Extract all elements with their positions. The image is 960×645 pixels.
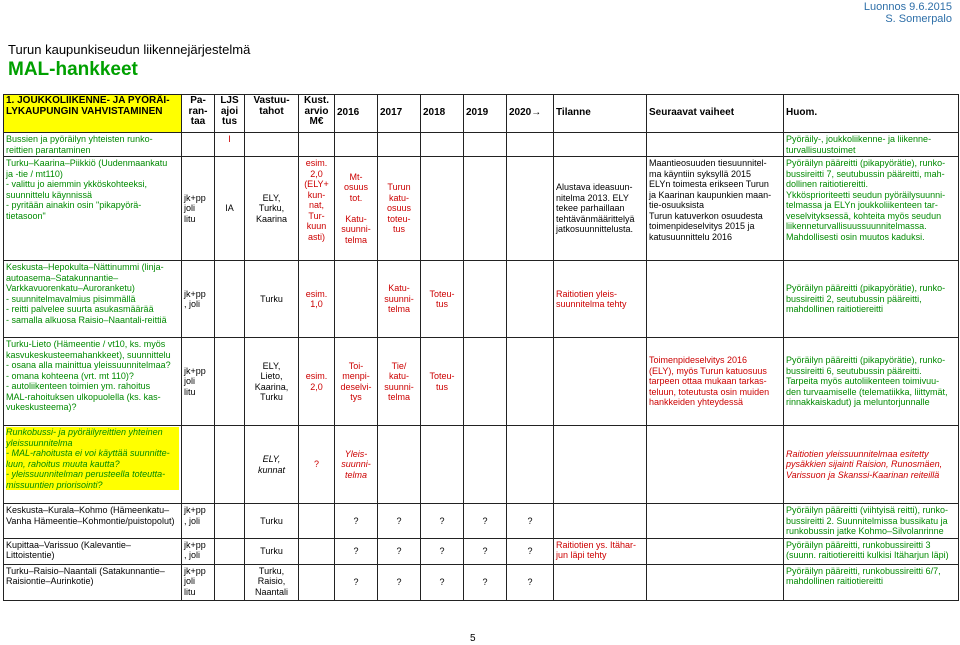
section-row-huom: Pyöräily-, joukkoliikenne- ja liikenne- turvallisuustoimet: [784, 133, 959, 157]
row-4-parantaa: jk+pp , joli: [182, 504, 215, 539]
row-1-line-3: - samalla alkuosa Raisio–Naantali-reittiä: [6, 314, 167, 325]
row-2-huom: Pyöräilyn pääreitti (pikapyörätie), runko- bussireitti 6, seutubussin pääreitti. Tarpeita myös autoliikenteen toimivuu- den turvaamiselle (telematiikka, liittymät, rinnakkaiskadut) ja meluntorjunnalle: [784, 338, 959, 426]
row-2-2016: Toi- menpi- deselvi- tys: [335, 338, 378, 426]
row-0-kustannus: esim. 2,0 (ELY+ kun- nat, Tur- kuun asti): [299, 157, 335, 261]
row-2-line-3: - autoliikenteen toimien ym. rahoitus MAL-rahoituksen ulkopuolella (ks. kas- vukeskusteema)?: [6, 381, 161, 412]
row-3-line-0: Runkobussi- ja pyöräilyreittien yhteinen yleissuunnitelma: [6, 427, 179, 448]
row-0-line-1: - valittu jo aiemmin ykköskohteeksi, suunnittelu käynnissä: [6, 179, 148, 200]
col-header-2019: 2019: [464, 95, 507, 133]
row-5-2019: ?: [464, 538, 507, 564]
row-2-line-2: - omana kohteena (vrt. mt 110)?: [6, 370, 134, 381]
table-row-0-description: [4, 157, 182, 261]
row-6-line-0: Turku–Raisio–Naantali (Satakunnantie– Raisiontie–Aurinkotie): [6, 565, 165, 586]
row-0-ljs: IA: [215, 157, 245, 261]
row-4-huom: Pyöräilyn pääreitti (viihtyisä reitti), runko- bussireitti 2. Suunnitelmissa bussikatu ja runkobussin jatke Kohmo–Silvolanrinne: [784, 504, 959, 539]
row-5-2020: ?: [507, 538, 554, 564]
row-0-line-0: Turku–Kaarina–Piikkiö (Uudenmaankatu ja -tie / mt110): [6, 158, 168, 179]
col-header-huom: Huom.: [784, 95, 959, 133]
row-5-tilanne: Raitiotien ys. Itähar- jun läpi tehty: [554, 538, 647, 564]
table-row-5-description: [4, 538, 182, 564]
row-0-2018: [421, 157, 464, 261]
row-5-2016: ?: [335, 538, 378, 564]
row-3-kustannus: ?: [299, 426, 335, 504]
row-0-vastuutahot: ELY, Turku, Kaarina: [245, 157, 299, 261]
table-row-4-description: [4, 504, 182, 539]
section-row-ljs: I: [215, 133, 245, 157]
row-3-2016: Yleis- suunni- telma: [335, 426, 378, 504]
row-5-2017: ?: [378, 538, 421, 564]
row-2-line-1: - osana alla mainittua yleissuunnitelmaa?: [6, 360, 171, 370]
section-header-title: 1. JOUKKOLIIKENNE- JA PYÖRÄI- LYKAUPUNGIN VAHVISTAMINEN: [4, 95, 182, 133]
table-row-6-description: [4, 564, 182, 600]
mal-projects-table: [3, 94, 959, 601]
row-0-tilanne: Alustava ideasuun- nitelma 2013. ELY tekee parhaillaan tehtävänmäärittelyä jatkosuunnittelusta.: [554, 157, 647, 261]
row-1-parantaa: jk+pp , joli: [182, 261, 215, 338]
row-0-2016: Mt- osuus tot. Katu- suunni- telma: [335, 157, 378, 261]
table-row-2-description: [4, 338, 182, 426]
row-4-line-0: Keskusta–Kurala–Kohmo (Hämeenkatu– Vanha Hämeentie–Kohmontie/puistopolut): [6, 505, 175, 526]
row-1-line-2: - reitti palvelee suurta asukasmäärää: [6, 304, 154, 314]
row-4-2020: ?: [507, 504, 554, 539]
row-6-parantaa: jk+pp joli litu: [182, 564, 215, 600]
row-6-2017: ?: [378, 564, 421, 600]
row-1-vastuutahot: Turku: [245, 261, 299, 338]
row-0-2017: Turun katu- osuus toteu- tus: [378, 157, 421, 261]
col-header-ljs: LJS ajoi tus: [215, 95, 245, 133]
row-5-parantaa: jk+pp , joli: [182, 538, 215, 564]
row-1-line-1: - suunnitelmavalmius pisimmällä: [6, 293, 136, 304]
row-2-kustannus: esim. 2,0: [299, 338, 335, 426]
row-0-parantaa: jk+pp joli litu: [182, 157, 215, 261]
draft-date: Luonnos 9.6.2015: [863, 1, 952, 13]
col-header-parantaa: Pa- ran- taa: [182, 95, 215, 133]
row-2-vastuutahot: ELY, Lieto, Kaarina, Turku: [245, 338, 299, 426]
row-6-2016: ?: [335, 564, 378, 600]
col-header-kustannus: Kust. arvio M€: [299, 95, 335, 133]
col-header-tilanne: Tilanne: [554, 95, 647, 133]
row-1-line-0: Keskusta–Hepokulta–Nättinummi (linja- autoasema–Satakunnantie– Varkkavuorenkatu–Auroranketu): [6, 262, 164, 293]
row-3-huom: Raitiotien yleissuunnitelmaa esitetty pysäkkien sijainti Raision, Runosmäen, Varissuon ja Skanssi-Kaarinan reiteillä: [784, 426, 959, 504]
col-header-2017: 2017: [378, 95, 421, 133]
col-header-vastuutahot: Vastuu- tahot: [245, 95, 299, 133]
col-header-2016: 2016: [335, 95, 378, 133]
table-row-1-description: [4, 261, 182, 338]
row-0-line-2: - pyritään ainakin osin "pikapyörä- tietasoon": [6, 200, 142, 221]
row-4-2017: ?: [378, 504, 421, 539]
col-header-seuraavat: Seuraavat vaiheet: [647, 95, 784, 133]
row-1-2017: Katu- suunni- telma: [378, 261, 421, 338]
row-5-2018: ?: [421, 538, 464, 564]
table-row-3-description: [4, 426, 182, 504]
document-subtitle: MAL-hankkeet: [8, 59, 138, 80]
row-1-tilanne: Raitiotien yleis- suunnitelma tehty: [554, 261, 647, 338]
row-5-line-0: Kupittaa–Varissuo (Kalevantie– Littoistentie): [6, 539, 131, 560]
document-header-info: [864, 1, 952, 25]
row-5-huom: Pyöräilyn pääreitti, runkobussireitti 3 (suunn. raitiotiereitti kulkisi Itäharjun läpi): [784, 538, 959, 564]
row-3-vastuutahot: ELY, kunnat: [245, 426, 299, 504]
row-2-2018: Toteu- tus: [421, 338, 464, 426]
author-name: S. Somerpalo: [885, 13, 952, 25]
document-title: Turun kaupunkiseudun liikennejärjestelmä: [8, 42, 251, 57]
row-4-vastuutahot: Turku: [245, 504, 299, 539]
row-6-huom: Pyöräilyn pääreitti, runkobussireitti 6/7, mahdollinen raitiotiereitti: [784, 564, 959, 600]
row-6-2020: ?: [507, 564, 554, 600]
row-2-line-0: Turku-Lieto (Hämeentie / vt10, ks. myös kasvukeskusteemahankkeet), suunnittelu: [6, 339, 171, 360]
section-row-title: Bussien ja pyöräilyn yhteisten runko- reittien parantaminen: [4, 133, 182, 157]
row-2-seuraavat: Toimenpideselvitys 2016 (ELY), myös Turun katuosuus tarpeen ottaa mukaan tarkas- teluun, toteutusta osin muiden hankkeiden yhteydessä: [647, 338, 784, 426]
row-6-2019: ?: [464, 564, 507, 600]
row-4-2018: ?: [421, 504, 464, 539]
row-0-huom: Pyöräilyn pääreitti (pikapyörätie), runko- bussireitti 7, seutubussin pääreitti, mah- dollinen raitiotiereitti. Ykkösprioriteetti seudun pyöräilysuunni- telmassa ja ELYn joukkoliikenteen tar- veselvityksessä, kohteita myös seudun liikenneturvallisuussuunnitelmassa. Mahdollisesti osin muutos kaduksi.: [784, 157, 959, 261]
row-0-seuraavat: Maantieosuuden tiesuunnitel- ma käyntiin syksyllä 2015 ELYn toimesta erikseen Turun ja Kaarinan kaupunkien maan- tie-osuuksista Turun katuverkon osuudesta toimenpideselvitys 2015 ja katusuunnittelu 2016: [647, 157, 784, 261]
row-1-2018: Toteu- tus: [421, 261, 464, 338]
row-2-parantaa: jk+pp joli litu: [182, 338, 215, 426]
row-3-line-1: - MAL-rahoitusta ei voi käyttää suunnitte- luun, rahoitus muuta kautta?: [6, 448, 179, 469]
row-4-2016: ?: [335, 504, 378, 539]
row-5-vastuutahot: Turku: [245, 538, 299, 564]
page-number: 5: [470, 633, 476, 644]
row-1-huom: Pyöräilyn pääreitti (pikapyörätie), runko- bussireitti 2, seutubussin pääreitti, mahdollinen raitiotiereitti: [784, 261, 959, 338]
col-header-2020: 2020→: [507, 95, 554, 133]
row-3-line-2: - yleissuunnitelman perusteella toteutta- missuuntien priorisointi?: [6, 469, 179, 490]
row-1-kustannus: esim. 1,0: [299, 261, 335, 338]
row-6-vastuutahot: Turku, Raisio, Naantali: [245, 564, 299, 600]
col-header-2018: 2018: [421, 95, 464, 133]
row-4-2019: ?: [464, 504, 507, 539]
row-2-2017: Tie/ katu- suunni- telma: [378, 338, 421, 426]
row-6-2018: ?: [421, 564, 464, 600]
